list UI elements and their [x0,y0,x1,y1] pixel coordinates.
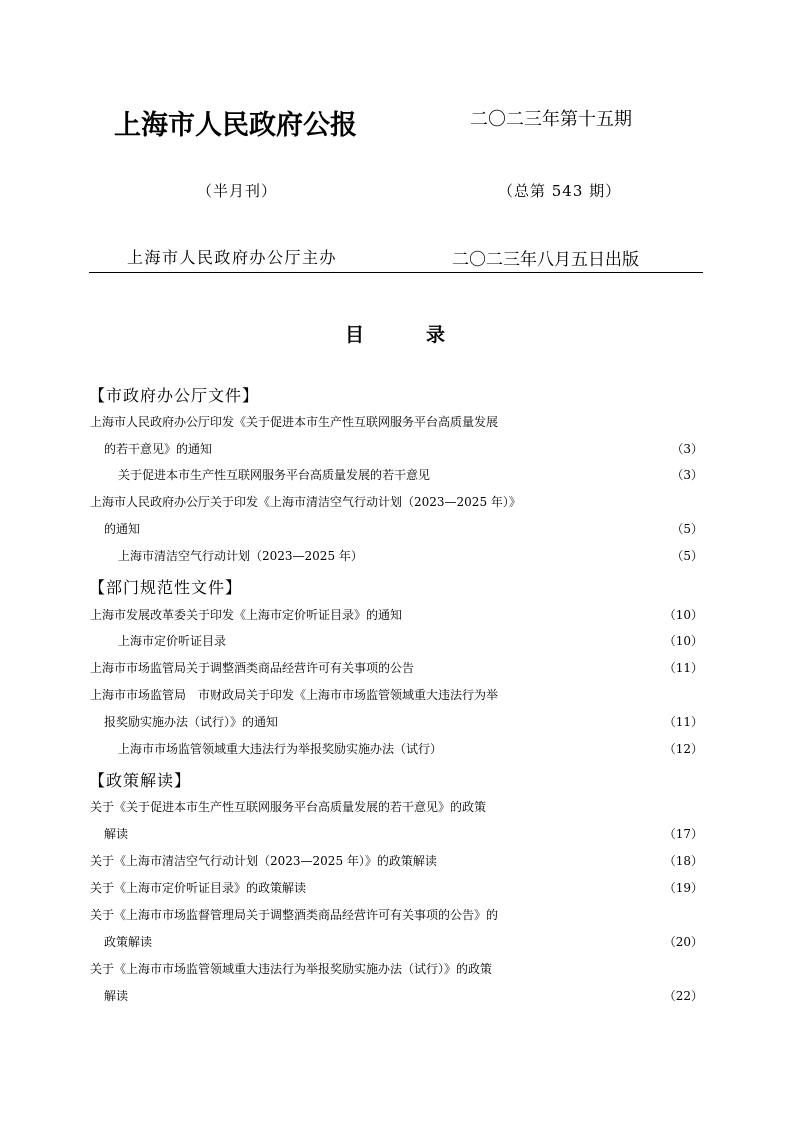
sponsor: 上海市人民政府办公厅主办 [127,248,338,267]
section-heading: 【政策解读】 [89,771,192,790]
toc-entry[interactable] [0,519,703,539]
leader-dots [135,824,661,844]
section-heading: 【部门规范性文件】 [89,578,243,597]
toc-entry[interactable] [0,631,703,651]
toc-page-number: （3） [671,468,703,482]
leader-dots [233,631,661,651]
toc-entry-text: 报奖励实施办法（试行）》的通知 [104,715,279,729]
issue-number: 二〇二三年第十五期 [470,109,632,130]
toc-entry-text: 关于《上海市市场监管领域重大违法行为举报奖励实施办法（试行）》的政策 [90,962,493,976]
toc-entry[interactable] [0,986,703,1006]
toc-page-number: （20） [663,935,703,949]
leader-dots [159,932,661,952]
toc-page-number: （5） [671,549,703,563]
toc-entry-text: 解读 [104,989,129,1003]
toc-entry[interactable] [0,439,703,459]
leader-dots [143,519,668,539]
leader-dots [455,739,661,759]
leader-dots [421,658,661,678]
toc-entry[interactable] [0,824,703,844]
leader-dots [433,465,668,485]
toc-entry[interactable] [0,712,703,732]
gazette-title: 上海市人民政府公报 [114,110,357,141]
toc-page-number: （17） [663,827,703,841]
toc-entry-text: 上海市人民政府办公厅关于印发《上海市清洁空气行动计划（2023—2025 年）》 [90,495,521,509]
toc-entry-text: 关于《关于促进本市生产性互联网服务平台高质量发展的若干意见》的政策 [90,800,487,814]
toc-entry[interactable] [0,605,703,625]
toc-entry-text: 上海市定价听证目录 [118,634,227,648]
toc-entry[interactable] [0,932,703,952]
toc-page-number: （11） [663,661,703,675]
toc-entry[interactable] [0,851,703,871]
publication-date: 二〇二三年八月五日出版 [452,250,639,270]
leader-dots [135,986,661,1006]
toc-title-char-2: 录 [426,324,446,346]
leader-dots [380,546,668,566]
toc-entry[interactable] [0,658,703,678]
toc-entry-text: 解读 [104,827,129,841]
toc-entry-text: 上海市清洁空气行动计划（2023—2025 年） [118,549,363,563]
toc-entry-text: 上海市发展改革委关于印发《上海市定价听证目录》的通知 [90,608,403,622]
section-heading: 【市政府办公厅文件】 [89,386,260,405]
toc-page-number: （18） [663,854,703,868]
toc-entry[interactable] [0,878,703,898]
toc-entry[interactable] [0,739,703,759]
toc-page-number: （10） [663,608,703,622]
total-issue-number: （总第 543 期） [498,182,622,200]
leader-dots [409,605,661,625]
toc-entry-text: 的通知 [104,522,141,536]
toc-entry[interactable] [0,465,703,485]
toc-entry-text: 上海市人民政府办公厅印发《关于促进本市生产性互联网服务平台高质量发展 [90,415,499,429]
publication-frequency: （半月刊） [197,182,278,200]
toc-entry-text: 政策解读 [104,935,153,949]
toc-page-number: （3） [671,442,703,456]
leader-dots [285,712,661,732]
toc-page-number: （22） [663,989,703,1003]
toc-page-number: （11） [663,715,703,729]
leader-dots [313,878,661,898]
toc-title-char-1: 目 [345,324,365,346]
toc-entry-text: 上海市市场监管局 市财政局关于印发《上海市市场监管领域重大违法行为举 [90,688,499,702]
toc-entry-text: 关于《上海市市场监督管理局关于调整酒类商品经营许可有关事项的公告》的 [90,908,499,922]
toc-page-number: （5） [671,522,703,536]
toc-entry-text: 上海市市场监管领域重大违法行为举报奖励实施办法（试行） [118,742,443,756]
toc-page-number: （19） [663,881,703,895]
toc-title [345,320,445,347]
toc-entry-text: 关于《上海市清洁空气行动计划（2023—2025 年）》的政策解读 [90,854,437,868]
toc-entry-text: 关于促进本市生产性互联网服务平台高质量发展的若干意见 [118,468,431,482]
toc-entry-text: 关于《上海市定价听证目录》的政策解读 [90,881,307,895]
masthead-divider [89,272,703,273]
toc-entry-text: 的若干意见》的通知 [104,442,213,456]
toc-entry-text: 上海市市场监管局关于调整酒类商品经营许可有关事项的公告 [90,661,415,675]
toc-entry[interactable] [0,546,703,566]
toc-page-number: （10） [663,634,703,648]
toc-page-number: （12） [663,742,703,756]
leader-dots [215,439,668,459]
leader-dots [440,851,661,871]
